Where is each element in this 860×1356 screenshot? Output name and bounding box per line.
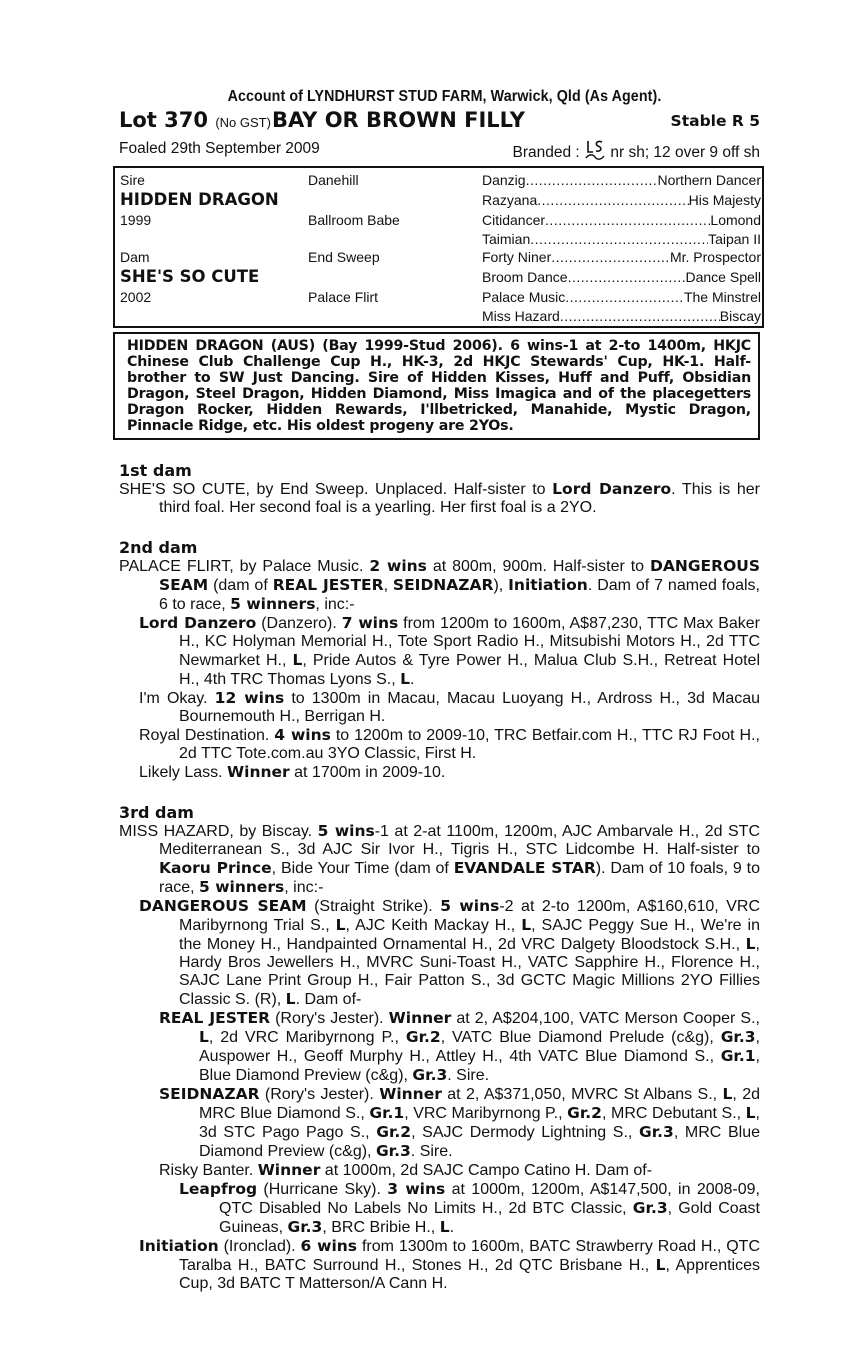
dam-name: SHE'S SO CUTE <box>120 267 260 286</box>
entry-text: . <box>449 1219 455 1236</box>
race-grade: Gr.3 <box>639 1123 674 1141</box>
dam-sire: End Sweep <box>308 249 380 265</box>
sire-label: Sire <box>120 172 145 188</box>
entry-text: , SAJC Dermody Lightning S., <box>411 1124 639 1141</box>
wins: 2 wins <box>369 557 427 575</box>
progeny-entry <box>119 1237 760 1293</box>
entry-text: at 800m, 900m. Half-sister to <box>426 558 650 575</box>
horse-name: REAL JESTER <box>272 576 384 594</box>
grandparent-row <box>482 172 761 188</box>
wins: 7 wins <box>341 614 399 632</box>
entry-text: -1 at 2-at 1100m, 1200m, AJC Ambarvale H., 2d STC Mediterranean S., 3d AJC Sir Ivor H., Tigris H., STC Lidcombe H. Half-sister to <box>159 823 761 858</box>
entry-text: to 1300m in Macau, Macau Luoyang H., Ardross H., 3d Macau Bournemouth H., Berrigan H. <box>179 690 761 725</box>
grandparent-sire: Palace Music <box>482 289 566 305</box>
first-dam-heading: 1st dam <box>119 461 192 480</box>
lot-line <box>119 108 760 136</box>
grandparent-dam: Taimian <box>482 231 531 247</box>
grandparent-row <box>482 231 761 247</box>
race-grade: Gr.2 <box>376 1123 412 1141</box>
horse-name: Kaoru Prince <box>159 859 272 877</box>
entry-text: (Straight Strike). <box>306 898 441 915</box>
entry-text: from 1200m to 1600m, A$87,230, TTC Max Baker H., KC Holyman Memorial H., Tote Sport Radio H., Mitsubishi Motors H., 2d TTC Newmarket H., <box>179 615 760 669</box>
sire-sire: Danehill <box>308 172 359 188</box>
lot-description: BAY OR BROWN FILLY <box>271 108 525 132</box>
entry-text: , 2d MRC Blue Diamond S., <box>199 1086 761 1122</box>
leader-dots <box>551 249 670 265</box>
entry-text: at 1000m, 2d SAJC Campo Catino H. Dam of- <box>320 1162 653 1179</box>
horse-name: Lord Danzero <box>552 480 672 498</box>
race-grade: L <box>722 1085 733 1103</box>
entry-text: . Sire. <box>410 1143 453 1160</box>
grandparent-dam-sire: Dance Spell <box>685 269 761 285</box>
leader-dots <box>560 308 720 324</box>
horse-name: DANGEROUS SEAM <box>159 557 760 594</box>
entry-text: (Danzero). <box>256 615 342 632</box>
race-grade: Gr.3 <box>287 1218 323 1236</box>
grandparent-sire: Citidancer <box>482 212 546 228</box>
sire-name: HIDDEN DRAGON <box>120 190 279 209</box>
entry-text: , VATC Blue Diamond Prelude (c&g), <box>440 1029 721 1046</box>
leader-dots <box>568 269 686 285</box>
pedigree-table <box>113 166 764 328</box>
entry-text: , Auspower H., Geoff Murphy H., Attley H., 4th VATC Blue Diamond S., <box>199 1029 760 1065</box>
grandparent-sire: Danzig <box>482 172 526 188</box>
progeny-entry <box>119 1180 760 1237</box>
entry-text: , inc:- <box>315 596 355 613</box>
entry-text: . Sire. <box>447 1067 490 1084</box>
race-grade: Gr.2 <box>567 1104 602 1122</box>
entry-text: , SAJC Peggy Sue H., We're in the Money H., Handpainted Ornamental H., 2d VRC Dalgety Bloodstock S.H., <box>179 917 760 953</box>
wins: Winner <box>257 1161 321 1179</box>
race-grade: Gr.3 <box>632 1199 668 1217</box>
entry-text: at 1000m, 1200m, A$147,500, in 2008-09, QTC Disabled No Labels No Limits H., 2d BTC Classic, <box>219 1181 761 1217</box>
second-dam-heading: 2nd dam <box>119 538 198 557</box>
progeny-entry <box>119 1161 760 1180</box>
entry-text: -2 at 2-to 1200m, A$160,610, VRC Maribyrnong Trial S., <box>179 898 761 934</box>
winners-count: 5 winners <box>230 595 316 613</box>
progeny-entry <box>119 614 760 689</box>
race-grade: Gr.2 <box>405 1028 441 1046</box>
race-grade: L <box>335 916 346 934</box>
race-grade: L <box>285 990 296 1008</box>
second-dam-entry <box>119 557 760 614</box>
horse-name: Initiation <box>139 1237 219 1255</box>
grandparent-row <box>482 212 761 228</box>
entry-text: Likely Lass. <box>139 764 228 781</box>
wins: Winner <box>227 763 290 781</box>
grandparent-dam: Razyana <box>482 192 538 208</box>
entry-text: , VRC Maribyrnong P., <box>404 1105 568 1122</box>
leader-dots <box>545 212 710 228</box>
winners-count: 5 winners <box>199 878 285 896</box>
leader-dots <box>537 192 688 208</box>
progeny-entry <box>119 763 760 782</box>
entry-text: , 2d VRC Maribyrnong P., <box>208 1029 406 1046</box>
grandparent-row <box>482 289 761 305</box>
grandparent-sire-sire: Northern Dancer <box>657 172 761 188</box>
wins: 6 wins <box>300 1237 358 1255</box>
entry-text: , <box>383 577 393 594</box>
sire-dam: Ballroom Babe <box>308 212 400 228</box>
entry-text: , Apprentices Cup, 3d BATC T Matterson/A Cann H. <box>179 1257 760 1292</box>
entry-text: . <box>410 671 415 688</box>
wins: Winner <box>379 1085 442 1103</box>
entry-text: , Hardy Bros Jewellers H., MVRC Suni-Toast H., VATC Sapphire H., Florence H., SAJC Lane Print Group H., Fair Patton S., 3d GCTC Magic Millions 2YO Fillies Classic S. (R), <box>179 936 760 1008</box>
entry-text: , Blue Diamond Preview (c&g), <box>199 1048 760 1084</box>
entry-text: (Hurricane Sky). <box>257 1181 388 1198</box>
race-grade: Gr.3 <box>375 1142 411 1160</box>
entry-text: SHE'S SO CUTE, by End Sweep. Unplaced. Half-sister to <box>119 481 553 498</box>
horse-name: DANGEROUS SEAM <box>139 897 307 915</box>
wins: 3 wins <box>387 1180 446 1198</box>
grandparent-sire-sire: Lomond <box>710 212 761 228</box>
wins: 5 wins <box>440 897 500 915</box>
progeny-entry <box>119 897 760 1009</box>
grandparent-dam: Broom Dance <box>482 269 568 285</box>
leader-dots <box>530 231 708 247</box>
race-grade: L <box>745 1104 756 1122</box>
entry-text: , Pride Autos & Tyre Power H., Malua Club S.H., Retreat Hotel H., 4th TRC Thomas Lyons S., <box>179 652 760 688</box>
entry-text: Risky Banter. <box>159 1162 258 1179</box>
race-grade: L <box>745 935 756 953</box>
entry-text: MISS HAZARD, by Biscay. <box>119 823 318 840</box>
entry-text: , MRC Debutant S., <box>601 1105 746 1122</box>
entry-text: , BRC Bribie H., <box>322 1219 440 1236</box>
dam-year: 2002 <box>120 289 152 305</box>
entry-text: (Ironclad). <box>218 1238 301 1255</box>
race-grade: L <box>292 651 303 669</box>
branded-detail: nr sh; 12 over 9 off sh <box>610 144 760 161</box>
horse-name: Lord Danzero <box>139 614 257 632</box>
grandparent-row <box>482 249 761 265</box>
entry-text: . Dam of- <box>295 991 362 1008</box>
entry-text: (Rory's Jester). <box>270 1010 389 1027</box>
grandparent-dam-sire: His Majesty <box>688 192 761 208</box>
horse-name: REAL JESTER <box>159 1009 271 1027</box>
grandparent-row <box>482 192 761 208</box>
branded-label: Branded : <box>512 144 580 161</box>
entry-text: , AJC Keith Mackay H., <box>345 917 522 934</box>
race-grade: L <box>655 1256 666 1274</box>
horse-name: SEIDNAZAR <box>392 576 494 594</box>
sire-summary: HIDDEN DRAGON (AUS) (Bay 1999-Stud 2006). 6 wins-1 at 2-to 1400m, HKJC Chinese Club Challenge Cup H., HK-3, 2d HKJC Stewards' Cup, HK-1. Half-brother to SW Just Dancing. Sire of Hidden Kisses, Huff and Puff, Obsidian Dragon, Steel Dragon, Hidden Diamond, Miss Imagica and of the placegetters Dragon Rocker, Hidden Rewards, I'llbetricked, Manahide, Mystic Dragon, Pinnacle Ridge, etc. His oldest progeny are 2YOs. <box>113 332 760 440</box>
race-grade: L <box>400 670 411 688</box>
horse-name: EVANDALE STAR <box>453 859 596 877</box>
wins: 4 wins <box>274 726 331 744</box>
dam-dam: Palace Flirt <box>308 289 379 305</box>
foaled-line <box>119 140 760 166</box>
race-grade: L <box>439 1218 450 1236</box>
entry-text: I'm Okay. <box>139 690 215 707</box>
entry-text: , Bide Your Time (dam of <box>271 860 454 877</box>
entry-text: PALACE FLIRT, by Palace Music. <box>119 558 370 575</box>
progeny-entry <box>119 689 760 726</box>
entry-text: from 1300m to 1600m, BATC Strawberry Road H., QTC Taralba H., BATC Surround H., Stones H., 2d QTC Brisbane H., <box>179 1238 760 1274</box>
sire-year: 1999 <box>120 212 152 228</box>
entry-text: ), <box>493 577 509 594</box>
race-grade: L <box>521 916 532 934</box>
race-grade: Gr.1 <box>369 1104 405 1122</box>
third-dam-heading: 3rd dam <box>119 803 194 822</box>
stable-location: Stable R 5 <box>670 112 760 130</box>
grandparent-dam-sire: Biscay <box>719 308 761 324</box>
wins: 12 wins <box>214 689 285 707</box>
horse-name: SEIDNAZAR <box>159 1085 260 1103</box>
wins: Winner <box>388 1009 452 1027</box>
race-grade: Gr.3 <box>720 1028 756 1046</box>
leader-dots <box>565 289 684 305</box>
horse-name: Leapfrog <box>179 1180 258 1198</box>
entry-text: , inc:- <box>284 879 324 896</box>
entry-text: at 2, A$204,100, VATC Merson Cooper S., <box>451 1010 760 1027</box>
wins: 5 wins <box>317 822 375 840</box>
grandparent-row <box>482 308 761 324</box>
entry-text: to 1200m to 2009-10, TRC Betfair.com H., TTC RJ Foot H., 2d TTC Tote.com.au 3YO Classic, First H. <box>179 727 760 762</box>
race-grade: Gr.3 <box>412 1066 448 1084</box>
entry-text: . Dam of 7 named foals, 6 to race, <box>159 577 761 613</box>
dam-label: Dam <box>120 249 150 265</box>
entry-text: . This is her third foal. Her second foal is a yearling. Her first foal is a 2YO. <box>159 481 760 516</box>
gst-note: (No GST) <box>215 115 271 130</box>
vendor-account: Account of LYNDHURST STUD FARM, Warwick, Qld (As Agent). <box>227 88 662 105</box>
entry-text: at 2, A$371,050, MVRC St Albans S., <box>441 1086 723 1103</box>
lot-title <box>119 108 525 132</box>
brand-mark-icon <box>584 140 606 160</box>
entry-text: , 3d STC Pago Pago S., <box>199 1105 760 1141</box>
race-grade: Gr.1 <box>720 1047 756 1065</box>
grandparent-sire-sire: The Minstrel <box>683 289 761 305</box>
brand-info <box>513 140 760 162</box>
progeny-entry <box>119 726 760 763</box>
catalogue-page <box>119 88 760 1293</box>
grandparent-dam: Miss Hazard <box>482 308 560 324</box>
entry-text: , MRC Blue Diamond Preview (c&g), <box>199 1124 761 1160</box>
grandparent-dam-sire: Taipan II <box>708 231 761 247</box>
progeny-entry <box>119 1085 760 1161</box>
grandparent-sire: Forty Niner <box>482 249 552 265</box>
leader-dots <box>526 172 658 188</box>
progeny-entry <box>119 1009 760 1085</box>
entry-text: (Rory's Jester). <box>259 1086 380 1103</box>
third-dam-entry <box>119 822 760 897</box>
lot-number: Lot 370 <box>119 108 208 132</box>
horse-name: Initiation <box>508 576 588 594</box>
first-dam-entry <box>119 480 760 517</box>
foaled-date: Foaled 29th September 2009 <box>119 140 320 157</box>
entry-text: , Gold Coast Guineas, <box>219 1200 760 1236</box>
grandparent-row <box>482 269 761 285</box>
grandparent-sire-sire: Mr. Prospector <box>669 249 761 265</box>
entry-text: at 1700m in 2009-10. <box>289 764 446 781</box>
entry-text: (dam of <box>208 577 273 594</box>
race-grade: L <box>199 1028 209 1046</box>
entry-text: Royal Destination. <box>139 727 275 744</box>
entry-text: ). Dam of 10 foals, 9 to race, <box>159 860 761 896</box>
